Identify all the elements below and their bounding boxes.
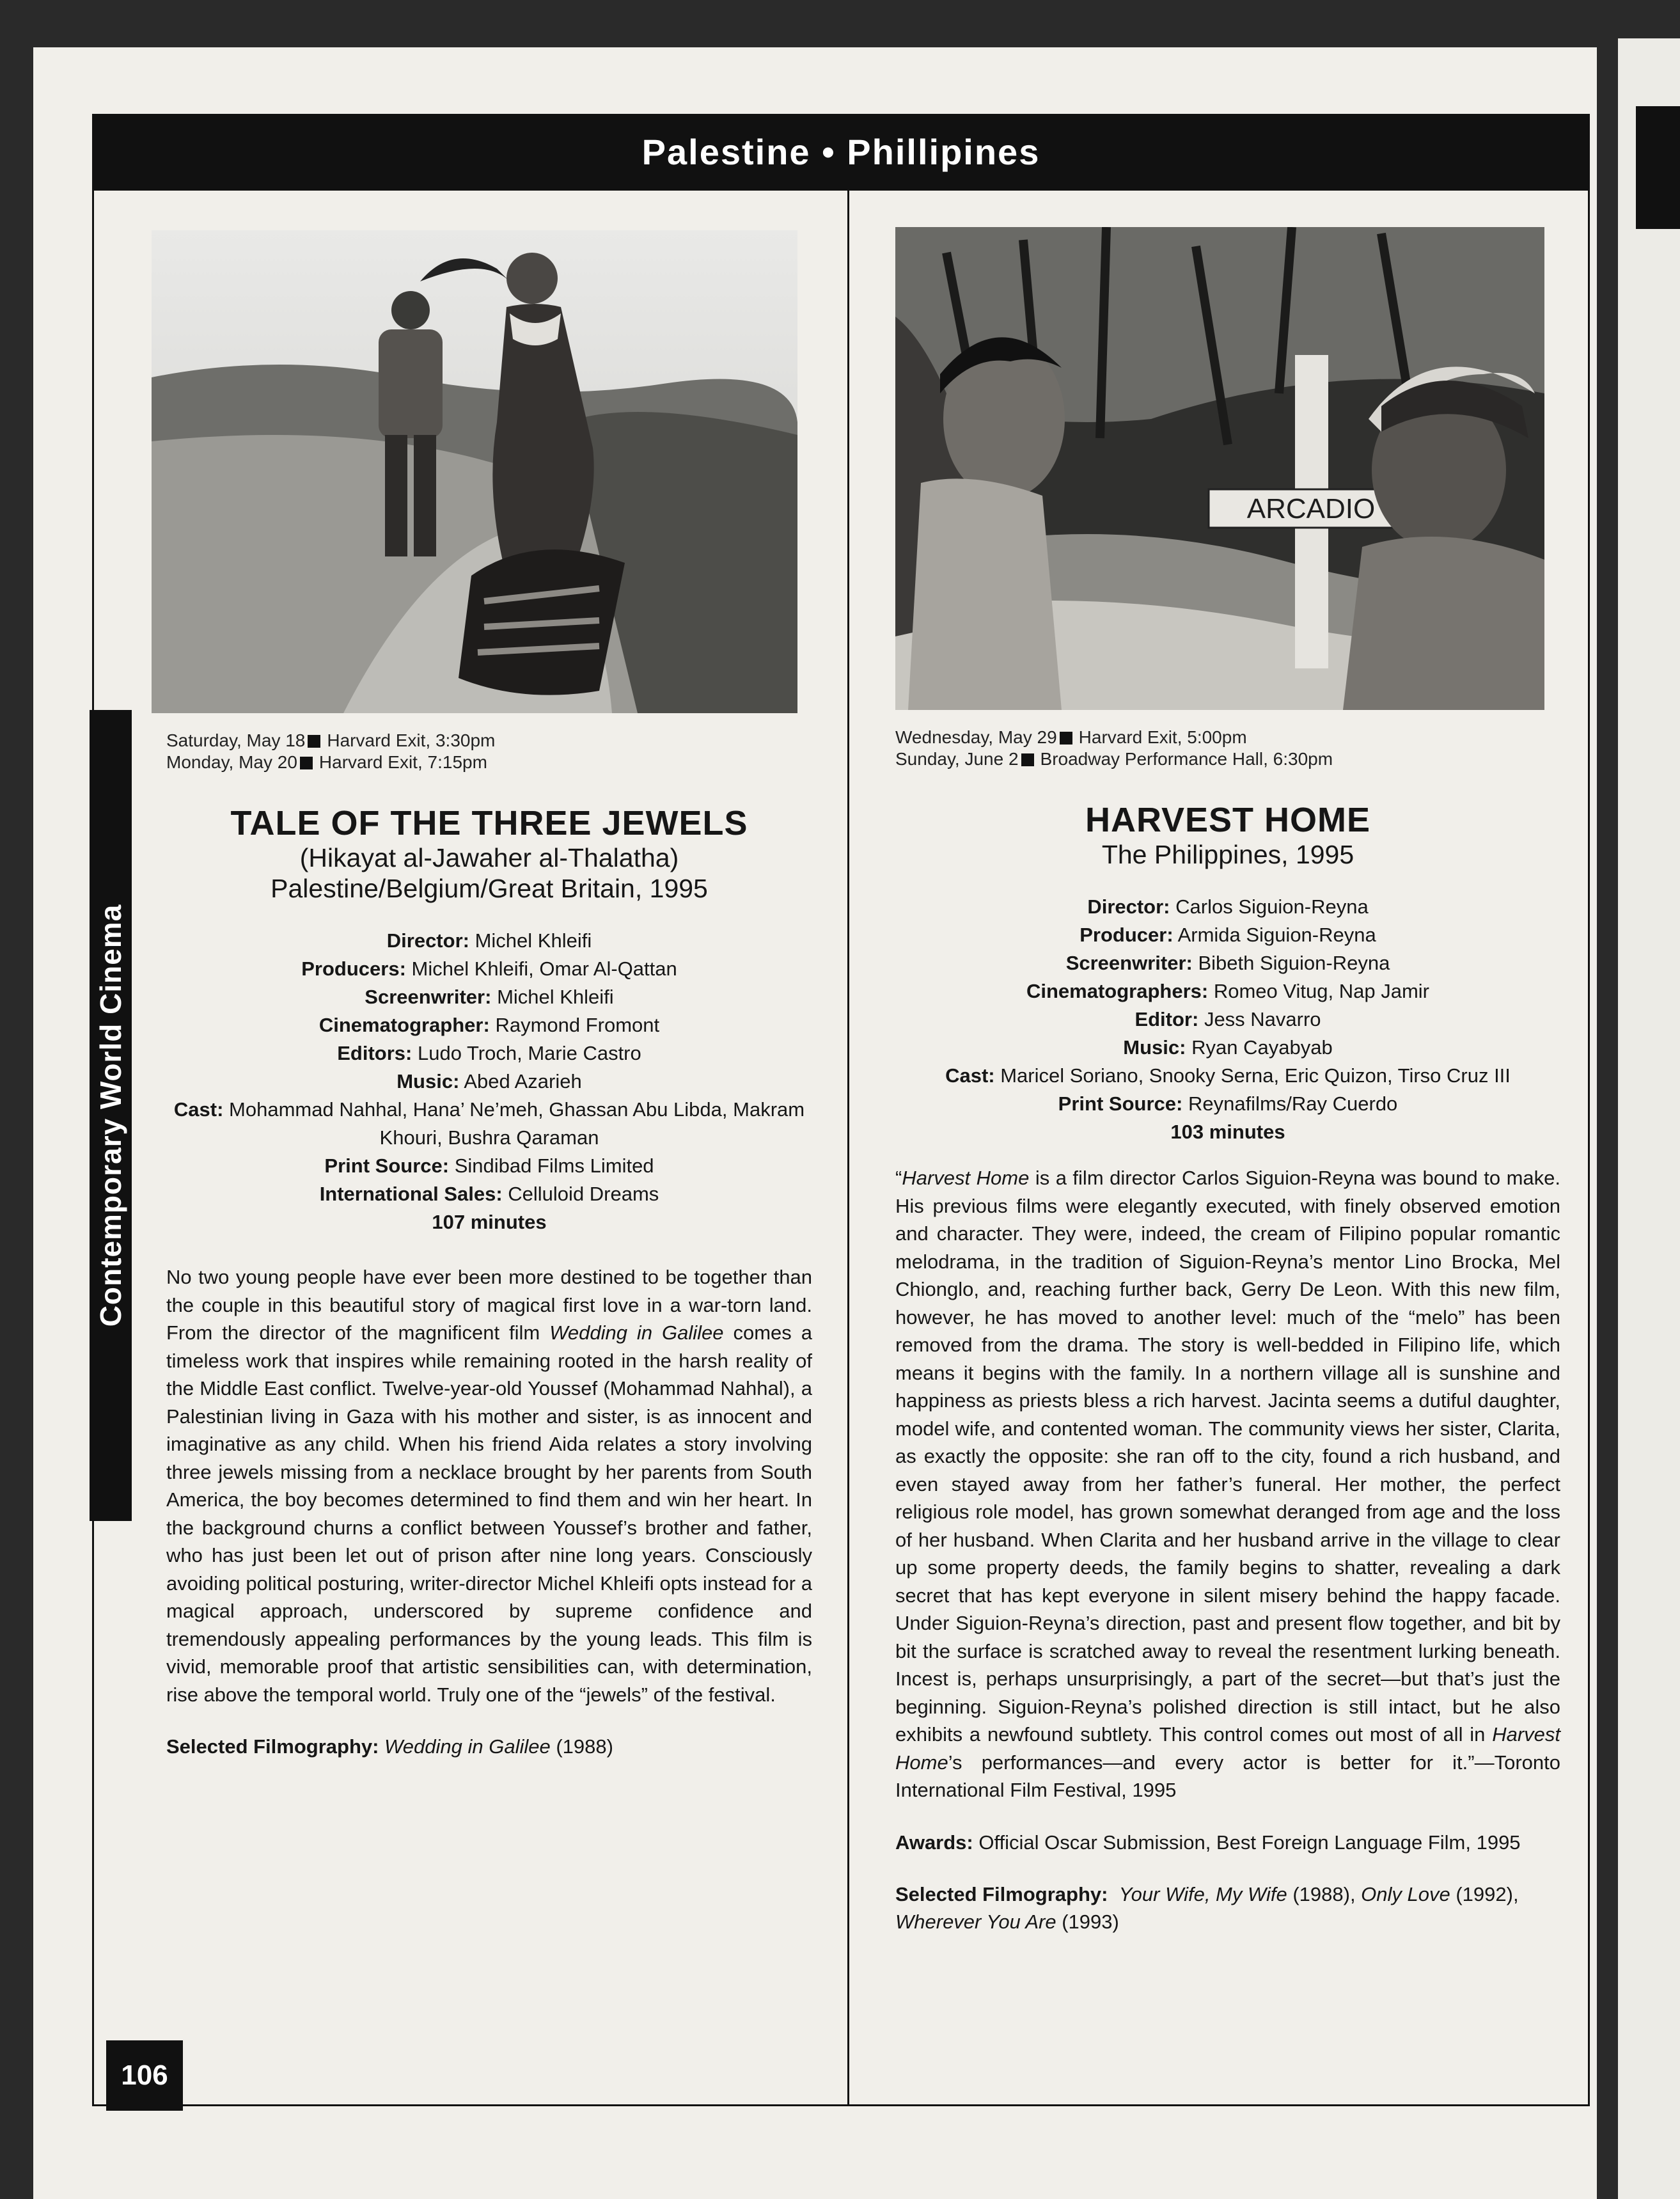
credit-value: Maricel Soriano, Snooky Serna, Eric Quizon, Tirso Cruz III [1000, 1064, 1511, 1087]
credit-label: Cast: [173, 1098, 224, 1121]
credit-value: Carlos Siguion-Reyna [1175, 895, 1369, 918]
selected-filmography [166, 1733, 812, 1760]
screening-day: Monday, May 20 [166, 752, 297, 772]
synopsis-text: is a film director Carlos Siguion-Reyna was bound to make. His previous films were elegantly executed, with finely observed emotion and character. They were, indeed, the cream of Filipino popular romantic melodrama, in the tradition of Siguion-Reyna’s mentor Lino Brocka, Mel Chionglo, and, reaching further back, Gerry De Leon. With this new film, however, he has moved to another level: much of the “melo” has been removed from the drama. The story is well-bedded in Filipino life, which means it begins with the family. In a northern village all is sunshine and happiness as priests bless a rich harvest. Jacinta seems a dutiful daughter, model wife, and contented woman. The community views her sister, Clarita, as exactly the opposite: she ran off to the city, found a rich husband, and even stayed away from her father’s funeral. Her mother, the perfect religious role model, has grown somewhat deranged from age and the loss of her husband. When Clarita and her husband arrive in the village to clear up some property deeds, the family begins to shatter, revealing a dark secret that has kept everyone in silent misery behind the happy facade. Under Siguion-Reyna’s direction, past and present flow together, and bit by bit the surface is scratched away to reveal the resentment lurking beneath. Incest is, perhaps unsurprisingly, a part of the secret—but that’s just the beginning. Siguion-Reyna’s polished direction is still intact, but he also exhibits a newfound subtlety. This control comes out most of all in [895, 1167, 1560, 1746]
page-number: 106 [106, 2040, 183, 2111]
credit-value: Celluloid Dreams [508, 1183, 659, 1205]
screening-venue: Harvard Exit, 7:15pm [318, 752, 487, 772]
screening-day: Saturday, May 18 [166, 730, 306, 750]
credit-label: Screenwriter: [1065, 952, 1193, 974]
film-synopsis [895, 1164, 1560, 1804]
photo-sign-text: ARCADIO [1246, 493, 1376, 524]
credit-value: Michel Khleifi [497, 986, 614, 1008]
column-divider [847, 191, 849, 2106]
credit-label: Director: [386, 929, 469, 952]
credit-label: Print Source: [324, 1155, 450, 1177]
side-tab-label: Contemporary World Cinema [94, 904, 127, 1327]
synopsis-italic-title: Wedding in Galilee [549, 1321, 724, 1344]
synopsis-text: comes a timeless work that inspires while remaining rooted in the harsh reality of the Middle East conflict. Twelve-year-old Youssef (Mohammad Nahhal), a Palestinian living in Gaza with his mother and sister, is as innocent and imaginative as any child. When his friend Aida relates a story involving three jewels missing from a necklace brought by her parents from South America, the boy becomes determined to find them and win her heart. In the background churns a conflict between Youssef’s brother and father, who has just been let out of prison after nine long years. Consciously avoiding political posturing, writer-director Michel Khleifi opts instead for a magical approach, underscored by supreme confidence and tremendously appealing performances by the young leads. This film is vivid, memorable proof that artistic sensibilities can, with determination, rise above the temporal world. Truly one of the “jewels” of the festival. [166, 1321, 812, 1706]
credit-line [895, 1034, 1560, 1062]
credit-line [166, 1039, 812, 1068]
film-title: HARVEST HOME [1085, 801, 1371, 839]
credit-line-cast [166, 1096, 812, 1152]
filmography-title: Wedding in Galilee [384, 1735, 551, 1758]
credit-label: Producer: [1079, 924, 1174, 946]
adjacent-page-header-band [1636, 106, 1680, 229]
credit-line [166, 1180, 812, 1208]
filmography-title: Wherever You Are [895, 1910, 1056, 1933]
screening-venue: Harvard Exit, 3:30pm [327, 730, 496, 750]
credit-value: Michel Khleifi [475, 929, 592, 952]
filmography-year: (1992), [1450, 1882, 1519, 1905]
credit-label: Director: [1087, 895, 1170, 918]
credit-value: Reynafilms/Ray Cuerdo [1188, 1092, 1398, 1115]
credit-value: Jess Navarro [1204, 1008, 1321, 1030]
credit-value: Bibeth Siguion-Reyna [1198, 952, 1390, 974]
film-country-year: The Philippines, 1995 [1101, 840, 1354, 869]
credit-line [166, 955, 812, 983]
filmography-year: (1993) [1056, 1910, 1119, 1933]
credit-line [166, 1068, 812, 1096]
filmography-label: Selected Filmography: [166, 1735, 379, 1758]
credit-label: Music: [1123, 1036, 1186, 1059]
synopsis-quote-mark: “ [895, 1167, 902, 1189]
credit-line [895, 949, 1560, 977]
credit-line [895, 921, 1560, 949]
screening-day: Wednesday, May 29 [895, 727, 1057, 747]
credit-value: Ludo Troch, Marie Castro [417, 1042, 641, 1064]
screening-day: Sunday, June 2 [895, 749, 1019, 769]
film-country-year: Palestine/Belgium/Great Britain, 1995 [271, 874, 708, 903]
credit-line [895, 977, 1560, 1005]
section-side-tab [90, 710, 132, 1521]
credit-label: Editors: [337, 1042, 412, 1064]
runtime: 103 minutes [1170, 1121, 1285, 1143]
filmography-year: (1988) [550, 1735, 613, 1758]
screening-line [166, 730, 812, 752]
synopsis-text: ’s performances—and every actor is better for it.”—Toronto International Film Festival, 1995 [895, 1751, 1560, 1801]
credit-label: Print Source: [1058, 1092, 1183, 1115]
runtime: 107 minutes [432, 1211, 547, 1233]
credit-value: Mohammad Nahhal, Hana’ Ne’meh, Ghassan Abu Libda, Makram Khouri, Bushra Qaraman [229, 1098, 805, 1149]
adjacent-page-edge [1618, 38, 1680, 2199]
awards-label: Awards: [895, 1831, 973, 1854]
screening-venue: Harvard Exit, 5:00pm [1078, 727, 1247, 747]
credit-line [166, 1152, 812, 1180]
film-entry-right [895, 227, 1560, 1935]
credit-value: Michel Khleifi, Omar Al-Qattan [411, 958, 677, 980]
film-entry-left [166, 230, 812, 1760]
screening-schedule [895, 727, 1560, 770]
section-header: Palestine • Phillipines [92, 114, 1590, 191]
bullet-square-icon [308, 735, 320, 748]
film-synopsis [166, 1263, 812, 1708]
screening-line [166, 752, 812, 773]
screening-line [895, 727, 1560, 748]
awards-value: Official Oscar Submission, Best Foreign Language Film, 1995 [978, 1831, 1521, 1854]
credit-value: Armida Siguion-Reyna [1177, 924, 1376, 946]
credit-label: Cast: [945, 1064, 995, 1087]
credit-line [895, 893, 1560, 921]
bullet-square-icon [1021, 753, 1034, 766]
credit-label: Producers: [301, 958, 406, 980]
credit-value: Raymond Fromont [495, 1014, 660, 1036]
credits-block [895, 893, 1560, 1146]
credit-value: Sindibad Films Limited [454, 1155, 654, 1177]
screening-venue: Broadway Performance Hall, 6:30pm [1040, 749, 1333, 769]
credit-line [166, 927, 812, 955]
filmography-title: Only Love [1361, 1882, 1450, 1905]
credit-label: Cinematographers: [1026, 980, 1209, 1002]
credit-value: Ryan Cayabyab [1191, 1036, 1333, 1059]
screening-line [895, 748, 1560, 770]
synopsis-italic-title: Harvest Home [895, 1723, 1560, 1774]
film-still-photo [895, 227, 1544, 710]
credit-value: Abed Azarieh [464, 1070, 582, 1092]
film-original-title: (Hikayat al-Jawaher al-Thalatha) [299, 843, 679, 872]
selected-filmography [895, 1880, 1560, 1935]
credit-line [895, 1090, 1560, 1118]
credit-label: International Sales: [319, 1183, 503, 1205]
screening-schedule [166, 730, 812, 773]
credit-label: Music: [396, 1070, 460, 1092]
bullet-square-icon [1060, 732, 1072, 745]
synopsis-text: No two young people have ever been more destined to be together than the couple in this beautiful story of magical first love in a war-torn land. From the director of the magnificent film [166, 1266, 812, 1344]
filmography-label: Selected Filmography: [895, 1882, 1108, 1905]
credit-label: Cinematographer: [318, 1014, 490, 1036]
synopsis-italic-title: Harvest Home [902, 1167, 1030, 1189]
credits-block [166, 927, 812, 1236]
filmography-title: Your Wife, My Wife [1119, 1882, 1287, 1905]
credit-label: Editor: [1134, 1008, 1199, 1030]
film-still-photo [152, 230, 797, 713]
credit-line [895, 1062, 1560, 1090]
credit-line [166, 983, 812, 1011]
filmography-year: (1988), [1287, 1882, 1362, 1905]
credit-label: Screenwriter: [365, 986, 492, 1008]
credit-line [166, 1011, 812, 1039]
credit-value: Romeo Vitug, Nap Jamir [1213, 980, 1429, 1002]
awards [895, 1829, 1560, 1856]
credit-line [895, 1005, 1560, 1034]
film-title: TALE OF THE THREE JEWELS [230, 804, 748, 842]
bullet-square-icon [300, 757, 313, 769]
